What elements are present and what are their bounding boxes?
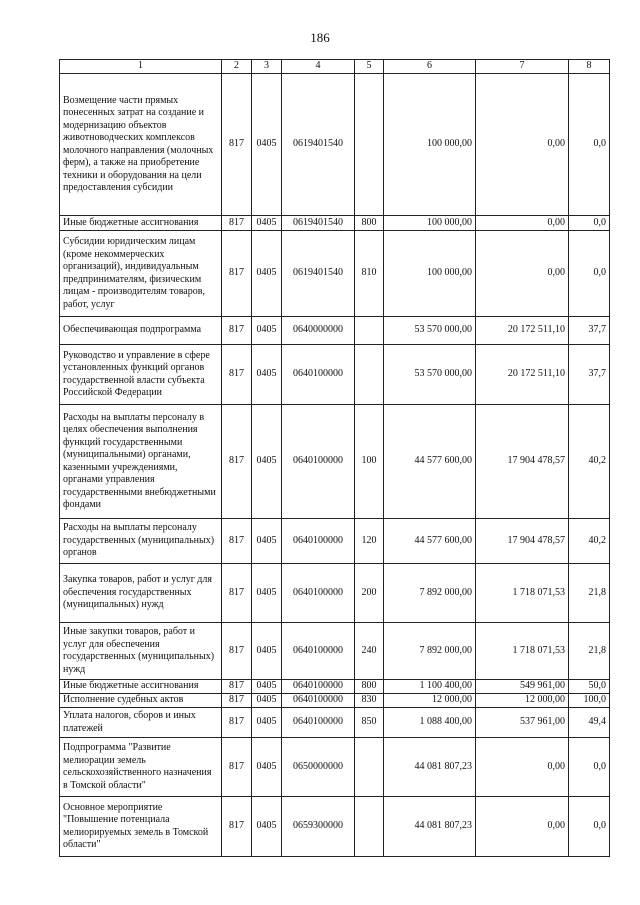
- cell-percent: 0,0: [569, 231, 610, 317]
- cell-target-code: 0640000000: [282, 317, 355, 345]
- cell-actual: 0,00: [476, 74, 569, 216]
- table-row: [60, 74, 610, 216]
- cell-ministry-code: 817: [222, 317, 252, 345]
- cell-actual: 0,00: [476, 797, 569, 857]
- cell-expense-type: 200: [355, 564, 384, 623]
- cell-expense-type: [355, 797, 384, 857]
- row-name: Расходы на выплаты персоналу в целях обеспечения выполнения функций государственными (муниципальными) органами, казенными учреждениями, органами управления государственными внебюджетными фондами: [60, 405, 222, 519]
- cell-percent: 49,4: [569, 708, 610, 738]
- table-header-row: [60, 60, 610, 74]
- cell-target-code: 0640100000: [282, 708, 355, 738]
- cell-expense-type: [355, 738, 384, 797]
- cell-actual: 17 904 478,57: [476, 405, 569, 519]
- table-row: [60, 738, 610, 797]
- row-name: Руководство и управление в сфере установленных функций органов государственной власти субъекта Российской Федерации: [60, 345, 222, 405]
- cell-actual: 12 000,00: [476, 694, 569, 708]
- cell-ministry-code: 817: [222, 345, 252, 405]
- cell-plan: 53 570 000,00: [384, 345, 476, 405]
- cell-section-code: 0405: [252, 231, 282, 317]
- table-row: [60, 405, 610, 519]
- cell-percent: 50,0: [569, 680, 610, 694]
- cell-plan: 44 081 807,23: [384, 797, 476, 857]
- row-name: Расходы на выплаты персоналу государственных (муниципальных) органов: [60, 519, 222, 564]
- column-header: 2: [222, 60, 252, 74]
- table-row: [60, 216, 610, 231]
- cell-actual: 1 718 071,53: [476, 623, 569, 680]
- column-header: 6: [384, 60, 476, 74]
- cell-target-code: 0619401540: [282, 216, 355, 231]
- cell-ministry-code: 817: [222, 216, 252, 231]
- cell-expense-type: 240: [355, 623, 384, 680]
- cell-percent: 0,0: [569, 216, 610, 231]
- cell-actual: 17 904 478,57: [476, 519, 569, 564]
- cell-ministry-code: 817: [222, 694, 252, 708]
- table-row: [60, 317, 610, 345]
- cell-actual: 549 961,00: [476, 680, 569, 694]
- cell-section-code: 0405: [252, 708, 282, 738]
- row-name: Основное мероприятие "Повышение потенциала мелиорируемых земель в Томской области": [60, 797, 222, 857]
- cell-target-code: 0619401540: [282, 74, 355, 216]
- row-name: Иные бюджетные ассигнования: [60, 680, 222, 694]
- column-header: 4: [282, 60, 355, 74]
- table-row: [60, 623, 610, 680]
- cell-expense-type: 800: [355, 216, 384, 231]
- cell-ministry-code: 817: [222, 797, 252, 857]
- cell-target-code: 0640100000: [282, 564, 355, 623]
- cell-section-code: 0405: [252, 564, 282, 623]
- cell-ministry-code: 817: [222, 680, 252, 694]
- cell-expense-type: 800: [355, 680, 384, 694]
- table-row: [60, 345, 610, 405]
- cell-actual: 1 718 071,53: [476, 564, 569, 623]
- cell-percent: 37,7: [569, 317, 610, 345]
- cell-actual: 0,00: [476, 738, 569, 797]
- cell-target-code: 0640100000: [282, 519, 355, 564]
- cell-target-code: 0619401540: [282, 231, 355, 317]
- cell-plan: 44 577 600,00: [384, 405, 476, 519]
- cell-section-code: 0405: [252, 680, 282, 694]
- cell-expense-type: 120: [355, 519, 384, 564]
- cell-target-code: 0640100000: [282, 345, 355, 405]
- row-name: Исполнение судебных актов: [60, 694, 222, 708]
- cell-plan: 1 088 400,00: [384, 708, 476, 738]
- column-header: 8: [569, 60, 610, 74]
- cell-percent: 21,8: [569, 623, 610, 680]
- cell-ministry-code: 817: [222, 623, 252, 680]
- table-row: [60, 564, 610, 623]
- cell-ministry-code: 817: [222, 231, 252, 317]
- budget-table: [59, 59, 610, 857]
- column-header: 5: [355, 60, 384, 74]
- cell-actual: 20 172 511,10: [476, 345, 569, 405]
- table-row: [60, 708, 610, 738]
- table-row: [60, 680, 610, 694]
- cell-plan: 1 100 400,00: [384, 680, 476, 694]
- cell-percent: 100,0: [569, 694, 610, 708]
- cell-ministry-code: 817: [222, 74, 252, 216]
- cell-target-code: 0640100000: [282, 405, 355, 519]
- cell-section-code: 0405: [252, 519, 282, 564]
- cell-expense-type: 810: [355, 231, 384, 317]
- cell-expense-type: 100: [355, 405, 384, 519]
- cell-target-code: 0659300000: [282, 797, 355, 857]
- cell-section-code: 0405: [252, 345, 282, 405]
- column-header: 1: [60, 60, 222, 74]
- cell-section-code: 0405: [252, 405, 282, 519]
- cell-section-code: 0405: [252, 317, 282, 345]
- cell-percent: 40,2: [569, 519, 610, 564]
- cell-percent: 0,0: [569, 797, 610, 857]
- column-header: 7: [476, 60, 569, 74]
- cell-expense-type: [355, 74, 384, 216]
- cell-section-code: 0405: [252, 216, 282, 231]
- cell-percent: 40,2: [569, 405, 610, 519]
- table-row: [60, 519, 610, 564]
- cell-ministry-code: 817: [222, 564, 252, 623]
- cell-target-code: 0640100000: [282, 623, 355, 680]
- column-header: 3: [252, 60, 282, 74]
- cell-expense-type: 850: [355, 708, 384, 738]
- cell-percent: 37,7: [569, 345, 610, 405]
- cell-percent: 21,8: [569, 564, 610, 623]
- row-name: Обеспечивающая подпрограмма: [60, 317, 222, 345]
- row-name: Возмещение части прямых понесенных затрат на создание и модернизацию объектов животноводческих комплексов молочного направления (молочных ферм), а также на приобретение техники и оборудования на цели предоставления субсидии: [60, 74, 222, 216]
- cell-plan: 44 081 807,23: [384, 738, 476, 797]
- cell-actual: 0,00: [476, 216, 569, 231]
- cell-section-code: 0405: [252, 623, 282, 680]
- table-row: [60, 231, 610, 317]
- page-number: 186: [310, 30, 330, 45]
- row-name: Закупка товаров, работ и услуг для обеспечения государственных (муниципальных) нужд: [60, 564, 222, 623]
- row-name: Уплата налогов, сборов и иных платежей: [60, 708, 222, 738]
- cell-percent: 0,0: [569, 738, 610, 797]
- cell-percent: 0,0: [569, 74, 610, 216]
- cell-section-code: 0405: [252, 738, 282, 797]
- cell-target-code: 0640100000: [282, 680, 355, 694]
- cell-section-code: 0405: [252, 797, 282, 857]
- cell-ministry-code: 817: [222, 519, 252, 564]
- cell-actual: 0,00: [476, 231, 569, 317]
- table-row: [60, 797, 610, 857]
- cell-plan: 100 000,00: [384, 231, 476, 317]
- cell-expense-type: [355, 345, 384, 405]
- cell-ministry-code: 817: [222, 405, 252, 519]
- cell-target-code: 0640100000: [282, 694, 355, 708]
- cell-section-code: 0405: [252, 74, 282, 216]
- row-name: Иные закупки товаров, работ и услуг для обеспечения государственных (муниципальных) нужд: [60, 623, 222, 680]
- cell-plan: 7 892 000,00: [384, 623, 476, 680]
- cell-expense-type: 830: [355, 694, 384, 708]
- cell-plan: 7 892 000,00: [384, 564, 476, 623]
- cell-ministry-code: 817: [222, 708, 252, 738]
- cell-actual: 20 172 511,10: [476, 317, 569, 345]
- cell-plan: 53 570 000,00: [384, 317, 476, 345]
- row-name: Субсидии юридическим лицам (кроме некоммерческих организаций), индивидуальным предпринимателям, физическим лицам - производителям товаров, работ, услуг: [60, 231, 222, 317]
- cell-plan: 100 000,00: [384, 216, 476, 231]
- cell-section-code: 0405: [252, 694, 282, 708]
- cell-plan: 100 000,00: [384, 74, 476, 216]
- cell-target-code: 0650000000: [282, 738, 355, 797]
- row-name: Иные бюджетные ассигнования: [60, 216, 222, 231]
- cell-ministry-code: 817: [222, 738, 252, 797]
- cell-expense-type: [355, 317, 384, 345]
- row-name: Подпрограмма "Развитие мелиорации земель сельскохозяйственного назначения в Томской области": [60, 738, 222, 797]
- cell-actual: 537 961,00: [476, 708, 569, 738]
- cell-plan: 44 577 600,00: [384, 519, 476, 564]
- table-row: [60, 694, 610, 708]
- cell-plan: 12 000,00: [384, 694, 476, 708]
